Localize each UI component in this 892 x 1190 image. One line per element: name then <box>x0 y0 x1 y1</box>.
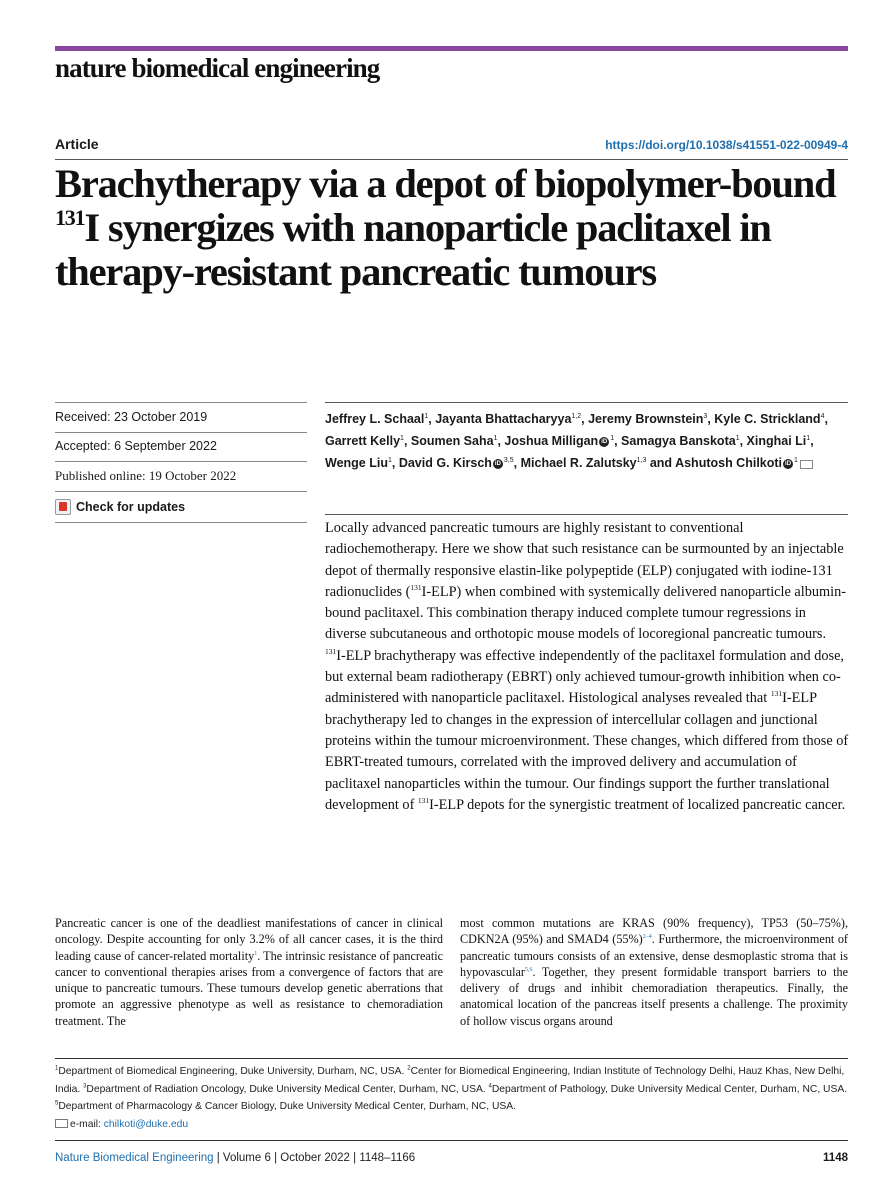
author[interactable]: Jayanta Bhattacharyya$^{1,2}$ <box>435 412 582 427</box>
author[interactable]: Kyle C. Strickland$^4$ <box>714 412 825 427</box>
author[interactable]: Jeffrey L. Schaal$^1$ <box>325 412 429 427</box>
footer-divider <box>55 1140 848 1141</box>
affiliations-divider <box>55 1058 848 1059</box>
abstract: Locally advanced pancreatic tumours are highly resistant to conventional radiochemotherapy. Here we show that such resistance can be surmounted by an injectable depot of thermally responsive elastin-like polypeptide (ELP) conjugated with iodine-131 radionuclides ($^{131}$I-ELP) when combined with systemically delivered nanoparticle albumin-bound paclitaxel. This combination therapy induced complete tumour regressions in diverse subcutaneous and orthotopic mouse models of locoregional pancreatic tumours. $^{131}$I-ELP brachytherapy was effective independently of the paclitaxel formulation and dose, but external beam radiotherapy (EBRT) only achieved tumour-growth inhibition when co-administered with nanoparticle paclitaxel. Histological analyses revealed that $^{131}$I-ELP brachytherapy led to changes in the expression of intercellular collagen and junctional proteins within the tumour microenvironment. These changes, which differed from those of EBRT-treated tumours, correlated with the improved delivery and accumulation of paclitaxel nanoparticles within the tumour. Our findings support the further translational development of $^{131}$I-ELP depots for the synergistic treatment of localized pancreatic cancer. <box>325 520 849 813</box>
orcid-icon[interactable]: iD <box>785 461 792 468</box>
published-date: Published online: 19 October 2022 <box>55 468 237 483</box>
body-column-2: most common mutations are KRAS (90% frequency), TP53 (50–75%), CDKN2A (95%) and SMAD4 $(55\%)^{2-4}$. Furthermore, the microenvironment of pancreatic tumours consists of an extensive, dense desmoplastic stroma that is hypovascular$^{5,6}$. Together, they present formidable transport barriers to the delivery of drugs and inhibit chemoradiation therapeutics. Finally, the anatomical location of the pancreas itself presents a challenge. The proximity of hollow viscus organs around <box>460 916 848 1028</box>
journal-name: nature biomedical engineering <box>55 53 380 83</box>
citation-link[interactable]: 5,6 <box>524 966 533 973</box>
email-link[interactable]: chilkoti@duke.edu <box>103 1118 189 1130</box>
received-date: Received: 23 October 2019 <box>55 410 208 424</box>
author-separator: , <box>739 434 747 449</box>
author-separator: , <box>810 434 814 449</box>
author-separator: , <box>581 412 589 427</box>
meta-divider <box>55 461 307 462</box>
author-separator: , <box>497 434 505 449</box>
author[interactable]: David G. Kirsch iD $^{3,5}$ <box>398 456 514 471</box>
article-type-label: Article <box>55 136 99 152</box>
citation-link[interactable]: 1 <box>254 950 258 957</box>
author-separator: , <box>391 456 399 471</box>
orcid-icon[interactable]: iD <box>494 461 501 468</box>
affiliations: $^1$Department of Biomedical Engineering, Duke University, Durham, NC, USA. $^2$Center for Biomedical Engineering, Indian Institute of Technology Delhi, Hauz Khas, New Delhi, India. $^3$Department of Radiation Oncology, Duke University Medical Center, Durham, NC, USA. $^4$Department of Pathology, Duke University Medical Center, Durham, NC, USA. $^5$Department of Pharmacology & Cancer Biology, Duke University Medical Center, Durham, NC, USA. e-mail: chilkoti@duke.edu <box>55 1065 848 1130</box>
accepted-date: Accepted: 6 September 2022 <box>55 439 217 453</box>
author-list <box>325 407 855 473</box>
footer-journal-link[interactable]: Nature Biomedical Engineering <box>55 1152 214 1164</box>
article-title: Brachytherapy via a depot of biopolymer-bound $^{131}$I synergizes with nanoparticle paclitaxel in therapy-resistant pancreatic tumours <box>55 161 836 294</box>
author[interactable]: Garrett Kelly$^1$ <box>325 434 404 449</box>
doi-link[interactable]: https://doi.org/10.1038/s41551-022-00949-4 <box>605 138 848 152</box>
footer-citation: Nature Biomedical Engineering | Volume 6 | October 2022 | 1148–1166 <box>55 1152 416 1164</box>
author-separator: , <box>707 412 715 427</box>
author-separator: , <box>614 434 622 449</box>
citation-link[interactable]: 2–4 <box>642 934 652 941</box>
orcid-icon[interactable]: iD <box>601 439 608 446</box>
meta-divider <box>55 491 307 492</box>
email-envelope-icon[interactable] <box>800 460 813 469</box>
check-updates-label: Check for updates <box>76 500 186 514</box>
abstract-divider <box>325 514 848 515</box>
envelope-icon <box>55 1119 68 1128</box>
author-separator: , <box>428 412 436 427</box>
author-separator: , <box>824 412 828 427</box>
author[interactable]: Ashutosh Chilkoti iD $^1$ <box>675 456 813 470</box>
authors-divider <box>325 402 848 403</box>
author[interactable]: Wenge Liu$^1$ <box>325 456 392 471</box>
author[interactable]: Joshua Milligan iD $^1$ <box>504 434 615 449</box>
meta-divider <box>55 432 307 433</box>
author-separator: and <box>646 456 676 471</box>
check-for-updates-button[interactable] <box>55 499 185 515</box>
author[interactable]: Michael R. Zalutsky$^{1,3}$ <box>520 456 647 471</box>
author-separator: , <box>403 434 411 449</box>
author[interactable]: Samagya Banskota$^1$ <box>621 434 740 449</box>
check-updates-icon <box>55 499 71 515</box>
top-color-bar <box>55 46 848 51</box>
author[interactable]: Jeremy Brownstein$^3$ <box>588 412 708 427</box>
author[interactable]: Soumen Saha$^1$ <box>410 434 498 449</box>
meta-divider <box>55 522 307 523</box>
meta-divider <box>55 402 307 403</box>
header-divider <box>55 159 848 160</box>
author[interactable]: Xinghai Li$^1$ <box>746 434 811 449</box>
page-number: 1148 <box>823 1152 848 1164</box>
body-column-1: Pancreatic cancer is one of the deadliest manifestations of cancer in clinical oncology. Despite accounting for only 3.2% of all cancer cases, it is the third leading cause of cancer-related mortality$^1$. The intrinsic resistance of pancreatic cancer to conventional therapies arises from a convergence of factors that are unique to pancreatic tumours. These tumours develop genetic aberrations that promote an aggressive phenotype as well as resistance to chemoradiation treatment. The <box>55 916 443 1028</box>
author-separator: , <box>513 456 521 471</box>
